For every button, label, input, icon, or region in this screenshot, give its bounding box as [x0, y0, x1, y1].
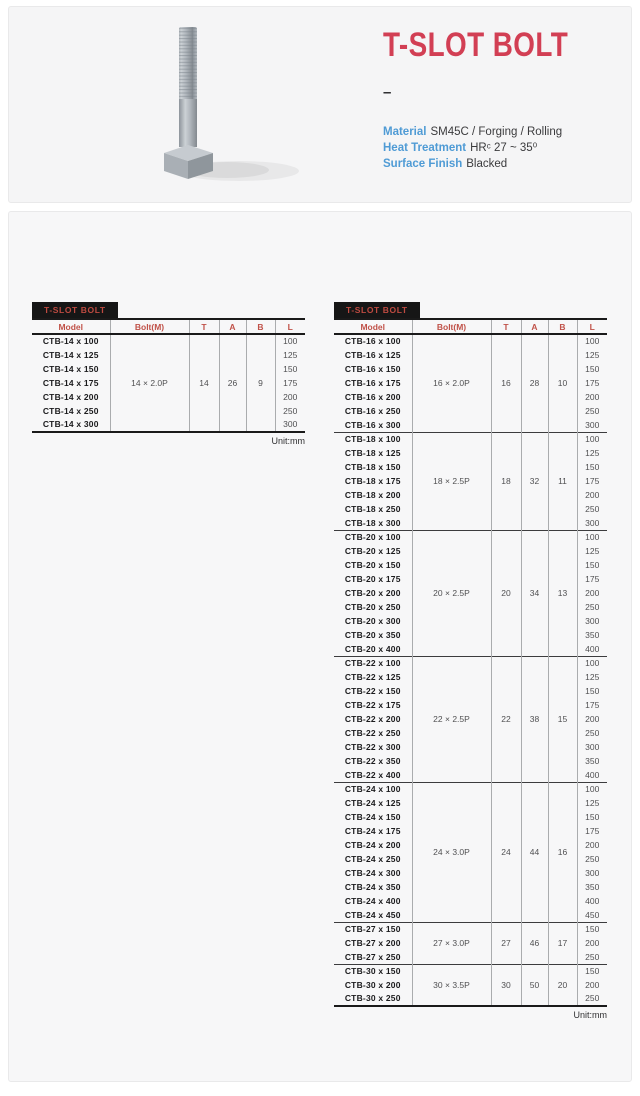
model-cell: CTB-16 x 150 [344, 363, 401, 374]
model-cell: CTB-22 x 200 [344, 713, 401, 724]
length-cell: 125 [577, 348, 607, 362]
length-cell: 150 [577, 460, 607, 474]
length-cell: 200 [577, 936, 607, 950]
col-header-l: L [275, 319, 305, 334]
model-cell: CTB-20 x 150 [344, 559, 401, 570]
length-cell: 300 [577, 866, 607, 880]
a-cell: 38 [521, 656, 548, 782]
length-cell: 100 [577, 782, 607, 796]
length-cell: 150 [577, 558, 607, 572]
model-cell: CTB-14 x 250 [42, 405, 99, 416]
model-cell: CTB-24 x 200 [344, 839, 401, 850]
model-cell: CTB-20 x 125 [344, 545, 401, 556]
model-cell: CTB-22 x 300 [344, 741, 401, 752]
col-header-model: Model [32, 319, 110, 334]
model-cell: CTB-24 x 175 [344, 825, 401, 836]
length-cell: 100 [577, 530, 607, 544]
model-cell: CTB-22 x 150 [344, 685, 401, 696]
length-cell: 250 [577, 404, 607, 418]
length-cell: 250 [577, 502, 607, 516]
model-cell: CTB-18 x 175 [344, 475, 401, 486]
model-cell: CTB-20 x 250 [344, 601, 401, 612]
length-cell: 100 [577, 656, 607, 670]
model-cell: CTB-18 x 150 [344, 461, 401, 472]
length-cell: 150 [275, 362, 305, 376]
b-cell: 16 [548, 782, 577, 922]
t-cell: 22 [491, 656, 521, 782]
model-cell: CTB-24 x 300 [344, 867, 401, 878]
t-cell: 27 [491, 922, 521, 964]
model-cell: CTB-22 x 125 [344, 671, 401, 682]
length-cell: 250 [577, 726, 607, 740]
t-cell: 20 [491, 530, 521, 656]
length-cell: 175 [577, 698, 607, 712]
table-row [334, 530, 607, 544]
col-header-t: T [491, 319, 521, 334]
a-cell: 32 [521, 432, 548, 530]
length-cell: 250 [577, 992, 607, 1006]
table-row [334, 964, 607, 978]
model-cell: CTB-30 x 250 [344, 993, 401, 1004]
length-cell: 175 [577, 824, 607, 838]
length-cell: 150 [577, 964, 607, 978]
b-cell: 10 [548, 334, 577, 432]
length-cell: 200 [577, 838, 607, 852]
spec-material-label: Material [383, 126, 427, 139]
model-cell: CTB-14 x 125 [42, 349, 99, 360]
spec-heat-treatment-label: Heat Treatment [383, 142, 467, 155]
bolt-cell: 16 × 2.0P [412, 334, 491, 432]
bolt-cell: 30 × 3.5P [412, 964, 491, 1006]
col-header-a: A [521, 319, 548, 334]
t-slot-bolt-image [139, 21, 309, 187]
length-cell: 250 [275, 404, 305, 418]
bolt-cell: 20 × 2.5P [412, 530, 491, 656]
table-row [32, 334, 305, 348]
model-cell: CTB-20 x 300 [344, 615, 401, 626]
spec-table-left [32, 318, 305, 433]
b-cell: 15 [548, 656, 577, 782]
spec-heat-treatment-value: HRᶜ 27 ~ 35⁰ [470, 142, 538, 155]
table-block-left [32, 300, 305, 446]
model-cell: CTB-20 x 350 [344, 629, 401, 640]
bolt-cell: 22 × 2.5P [412, 656, 491, 782]
length-cell: 200 [577, 488, 607, 502]
model-cell: CTB-16 x 175 [344, 377, 401, 388]
b-cell: 11 [548, 432, 577, 530]
spec-material [383, 124, 623, 140]
product-header-card [8, 6, 632, 203]
spec-tables-card [8, 211, 632, 1082]
unit-label-left: Unit:mm [271, 436, 305, 446]
length-cell: 100 [275, 334, 305, 348]
a-cell: 44 [521, 782, 548, 922]
model-cell: CTB-14 x 300 [42, 419, 99, 430]
header-row [334, 319, 607, 334]
b-cell: 9 [246, 334, 275, 432]
length-cell: 100 [577, 334, 607, 348]
b-cell: 13 [548, 530, 577, 656]
t-cell: 24 [491, 782, 521, 922]
model-cell: CTB-20 x 400 [344, 643, 401, 654]
table-row [334, 334, 607, 348]
model-cell: CTB-22 x 100 [334, 656, 412, 670]
length-cell: 150 [577, 922, 607, 936]
t-cell: 30 [491, 964, 521, 1006]
model-cell: CTB-24 x 450 [344, 909, 401, 920]
model-cell: CTB-18 x 125 [344, 447, 401, 458]
length-cell: 250 [577, 852, 607, 866]
model-cell: CTB-22 x 250 [344, 727, 401, 738]
spec-heat-treatment [383, 140, 623, 156]
table-block-right [334, 300, 607, 1020]
col-header-b: B [548, 319, 577, 334]
length-cell: 125 [577, 446, 607, 460]
length-cell: 300 [577, 516, 607, 530]
model-cell: CTB-14 x 200 [42, 391, 99, 402]
product-info [383, 27, 623, 172]
length-cell: 200 [577, 712, 607, 726]
model-cell: CTB-16 x 100 [344, 336, 401, 347]
b-cell: 20 [548, 964, 577, 1006]
length-cell: 350 [577, 754, 607, 768]
length-cell: 250 [577, 950, 607, 964]
table-title-tab-left: T-SLOT BOLT [32, 302, 118, 318]
model-cell: CTB-24 x 100 [334, 782, 412, 796]
length-cell: 350 [577, 628, 607, 642]
product-photo [139, 21, 309, 187]
length-cell: 200 [577, 586, 607, 600]
col-header-b: B [246, 319, 275, 334]
spec-table-right [334, 318, 607, 1007]
spec-material-value: SM45C / Forging / Rolling [430, 126, 563, 139]
page-title: T-SLOT BOLT [383, 26, 569, 64]
length-cell: 125 [577, 796, 607, 810]
a-cell: 50 [521, 964, 548, 1006]
length-cell: 150 [577, 362, 607, 376]
table-row [334, 922, 607, 936]
table-row [334, 656, 607, 670]
model-cell: CTB-14 x 150 [42, 363, 99, 374]
model-cell: CTB-24 x 150 [344, 811, 401, 822]
model-cell: CTB-24 x 350 [344, 881, 401, 892]
length-cell: 300 [577, 418, 607, 432]
t-cell: 16 [491, 334, 521, 432]
col-header-a: A [219, 319, 246, 334]
bolt-cell: 27 × 3.0P [412, 922, 491, 964]
spec-surface-finish-value: Blacked [466, 158, 508, 171]
model-cell: CTB-16 x 250 [344, 405, 401, 416]
length-cell: 400 [577, 642, 607, 656]
model-cell: CTB-24 x 250 [344, 853, 401, 864]
table-row [334, 432, 607, 446]
model-cell: CTB-24 x 400 [344, 895, 401, 906]
spec-surface-finish-label: Surface Finish [383, 158, 463, 171]
unit-label-right: Unit:mm [573, 1010, 607, 1020]
col-header-bolt: Bolt(M) [412, 319, 491, 334]
model-cell: CTB-27 x 250 [344, 951, 401, 962]
model-cell: CTB-24 x 125 [344, 797, 401, 808]
spec-surface-finish [383, 156, 623, 172]
length-cell: 125 [577, 670, 607, 684]
col-header-l: L [577, 319, 607, 334]
model-cell: CTB-22 x 350 [344, 755, 401, 766]
length-cell: 175 [577, 376, 607, 390]
bolt-cell: 18 × 2.5P [412, 432, 491, 530]
title-dash: – [383, 84, 392, 102]
model-cell: CTB-18 x 200 [344, 489, 401, 500]
length-cell: 200 [577, 978, 607, 992]
a-cell: 26 [219, 334, 246, 432]
b-cell: 17 [548, 922, 577, 964]
model-cell: CTB-20 x 175 [344, 573, 401, 584]
length-cell: 350 [577, 880, 607, 894]
length-cell: 300 [577, 740, 607, 754]
col-header-model: Model [334, 319, 412, 334]
model-cell: CTB-18 x 250 [344, 503, 401, 514]
model-cell: CTB-16 x 300 [344, 419, 401, 430]
model-cell: CTB-30 x 150 [334, 964, 412, 978]
length-cell: 175 [577, 474, 607, 488]
bolt-cell: 14 × 2.0P [110, 334, 189, 432]
col-header-bolt: Bolt(M) [110, 319, 189, 334]
header-row [32, 319, 305, 334]
length-cell: 125 [577, 544, 607, 558]
length-cell: 125 [275, 348, 305, 362]
model-cell: CTB-18 x 300 [344, 517, 401, 528]
model-cell: CTB-18 x 100 [334, 432, 412, 446]
model-cell: CTB-30 x 200 [344, 979, 401, 990]
length-cell: 200 [275, 390, 305, 404]
model-cell: CTB-20 x 200 [344, 587, 401, 598]
length-cell: 100 [577, 432, 607, 446]
model-cell: CTB-14 x 175 [42, 377, 99, 388]
col-header-t: T [189, 319, 219, 334]
table-row [334, 782, 607, 796]
length-cell: 175 [577, 572, 607, 586]
a-cell: 28 [521, 334, 548, 432]
model-cell: CTB-27 x 200 [344, 937, 401, 948]
length-cell: 200 [577, 390, 607, 404]
bolt-cell: 24 × 3.0P [412, 782, 491, 922]
length-cell: 300 [577, 614, 607, 628]
model-cell: CTB-22 x 175 [344, 699, 401, 710]
length-cell: 400 [577, 768, 607, 782]
length-cell: 250 [577, 600, 607, 614]
t-cell: 14 [189, 334, 219, 432]
length-cell: 175 [275, 376, 305, 390]
length-cell: 150 [577, 684, 607, 698]
length-cell: 300 [275, 418, 305, 432]
model-cell: CTB-22 x 400 [344, 769, 401, 780]
a-cell: 46 [521, 922, 548, 964]
model-cell: CTB-16 x 125 [344, 349, 401, 360]
model-cell: CTB-20 x 100 [334, 530, 412, 544]
model-cell: CTB-14 x 100 [42, 336, 99, 347]
table-title-tab-right: T-SLOT BOLT [334, 302, 420, 318]
t-cell: 18 [491, 432, 521, 530]
model-cell: CTB-27 x 150 [334, 922, 412, 936]
length-cell: 150 [577, 810, 607, 824]
a-cell: 34 [521, 530, 548, 656]
length-cell: 400 [577, 894, 607, 908]
spec-list [383, 124, 623, 172]
model-cell: CTB-16 x 200 [344, 391, 401, 402]
length-cell: 450 [577, 908, 607, 922]
